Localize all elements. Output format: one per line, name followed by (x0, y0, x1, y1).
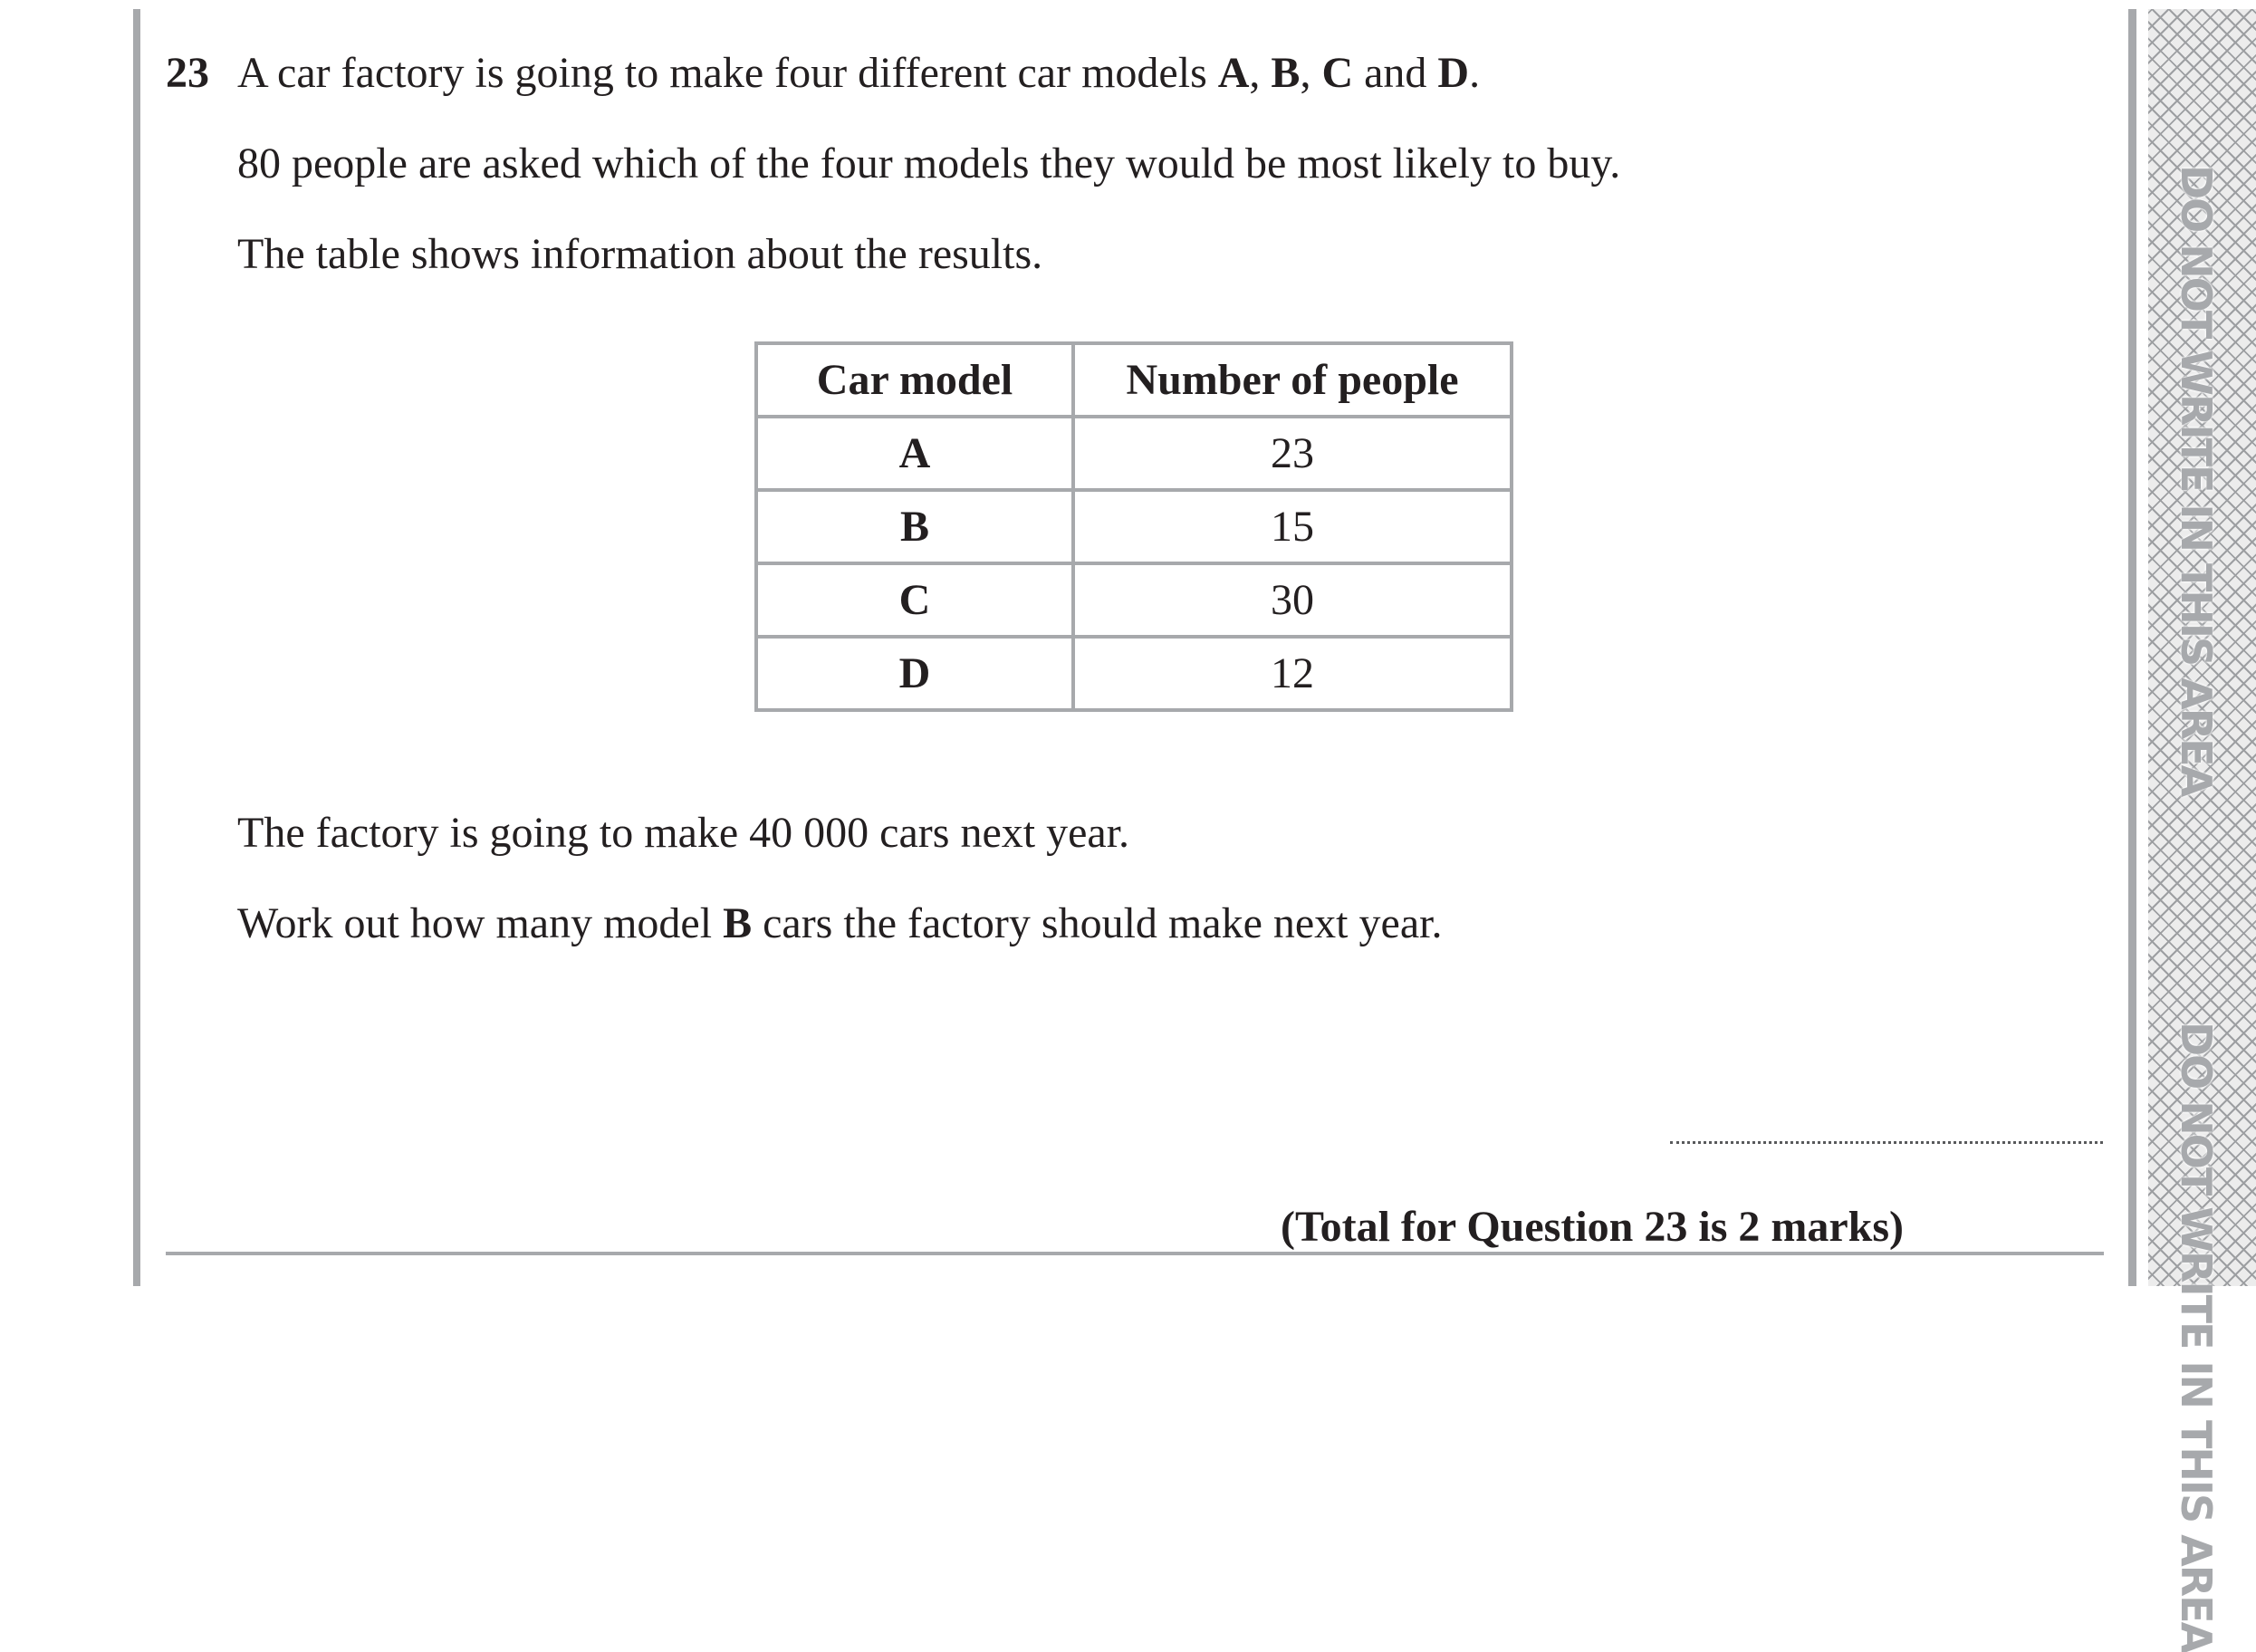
header-number-of-people: Number of people (1073, 343, 1512, 417)
model-cell: B (756, 490, 1073, 563)
total-marks: (Total for Question 23 is 2 marks) (1281, 1203, 1905, 1251)
bottom-rule (166, 1252, 2104, 1255)
question-intro: A car factory is going to make four different car models A, B, C and D. (237, 49, 1481, 97)
production-statement: The factory is going to make 40 000 cars next year. (237, 809, 1130, 857)
model-cell: D (756, 637, 1073, 710)
survey-statement: 80 people are asked which of the four models they would be most likely to buy. (237, 139, 1621, 187)
table-row (756, 637, 1512, 710)
right-margin-rule (2128, 9, 2136, 1286)
model-cell: A (756, 417, 1073, 490)
do-not-write-margin (2148, 9, 2256, 1652)
task-statement: Work out how many model B cars the factory should make next year. (237, 899, 1443, 947)
margin-warning-text: DO NOT WRITE IN THIS AREA (2172, 1022, 2221, 1652)
question-number: 23 (166, 49, 209, 97)
count-cell: 30 (1073, 563, 1512, 637)
count-cell: 23 (1073, 417, 1512, 490)
table-header-row (756, 343, 1512, 417)
model-cell: C (756, 563, 1073, 637)
header-car-model: Car model (756, 343, 1073, 417)
table-intro: The table shows information about the results. (237, 230, 1043, 278)
count-cell: 15 (1073, 490, 1512, 563)
answer-line[interactable] (1670, 1141, 2103, 1144)
table-row (756, 563, 1512, 637)
margin-warning-text: DO NOT WRITE IN THIS AREA (2172, 165, 2221, 796)
results-table (754, 341, 1513, 712)
count-cell: 12 (1073, 637, 1512, 710)
table-row (756, 417, 1512, 490)
left-margin-rule (133, 9, 140, 1286)
table-row (756, 490, 1512, 563)
